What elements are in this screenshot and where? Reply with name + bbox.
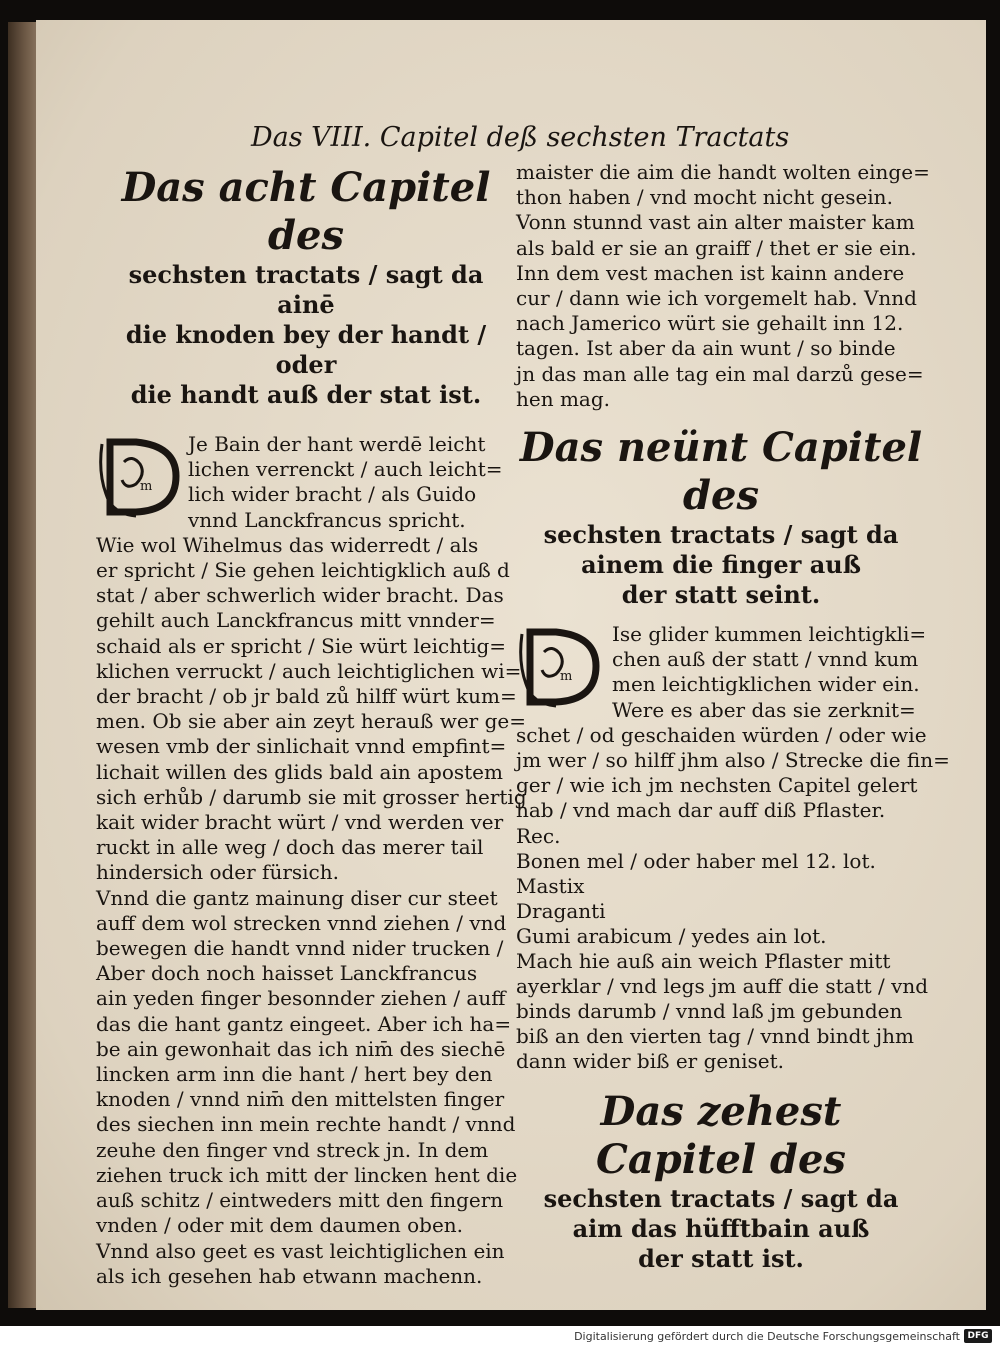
chapter-8-continuation: maister die aim die handt wolten einge= thon haben / vnd mocht nicht gesein. Vonn stunnd vast ain alter maister kam als bald er sie an graiff / thet er sie ein. Inn dem vest machen ist kainn andere cur / dann wie ich vorgemelt hab. Vnnd nach Jamerico würt sie gehailt inn 12. tagen. Ist aber da ain wunt / so binde jn das man alle tag ein mal darzů gese= hen mag. (516, 160, 930, 411)
chapter-10-heading (516, 1088, 926, 1274)
chapter-9-paragraph (516, 622, 950, 824)
chapter-9-subtitle-2: ainem die finger auß (581, 550, 861, 580)
chapter-9-title: Das neünt Capitel des (519, 424, 923, 520)
chapter-8-text-1: Je Bain der hant werdē leicht lichen verrenckt / auch leicht= lich wider bracht / als Guido vnnd Lanckfrancus spricht. Wie wol Wihelmus das widerredt / als er spricht / Sie gehen leichtigklich auß d stat / aber schwerlich wider bracht. Das gehilt auch Lanckfrancus mitt vnnder= schaid als er spricht / Sie würt leichtig= klichen verruckt / auch leichtiglichen wi= der bracht / ob jr bald zů hilff würt kum= men. Ob sie aber ain zeyt herauß wer ge= wesen vmb der sinlichait vnnd empfint= lichait willen des glids bald ain apostem sich erhůb / darumb sie mit grosser hertig kait wider bracht würt / vnd werden ver ruckt in alle weg / doch das merer tail hindersich oder fürsich. (96, 432, 527, 885)
dfg-logo-icon: DFG (964, 1329, 992, 1343)
chapter-8-subtitle-1: sechsten tractats / sagt da ainē (128, 260, 484, 319)
chapter-8-paragraph-2: Vnnd die gantz mainung diser cur steet auff dem wol strecken vnnd ziehen / vnd bewegen die handt vnnd nider trucken / Aber doch noch haisset Lanckfrancus ain yeden finger besonnder ziehen / auff das die hant gantz eingeet. Aber ich ha= be ain gewonhait das ich nim̄ des siechē lincken arm inn die hant / hert bey den knoden / vnnd nim̄ den mittelsten finger des siechen inn mein rechte handt / vnnd zeuhe den finger vnd streck jn. In dem ziehen truck ich mitt der lincken hent die auß schitz / eintweders mitt den fingern vnden / oder mit dem daumen oben. Vnnd also geet es vast leichtiglichen ein als ich gesehen hab etwann machenn. (96, 885, 518, 1288)
recipe-instruction: biß an den vierten tag / vnnd bindt jhm (516, 1023, 914, 1048)
chapter-9-text: Ise glider kummen leichtigkli= chen auß der statt / vnnd kum men leichtigklichen wider ein. Were es aber das sie zerknit= schet / od geschaiden würden / oder wie jm wer / so hilff jhm also / Strecke die fin= ger / wie ich jm nechsten Capitel gelert hab / vnd mach dar auff diß Pflaster. (516, 622, 950, 823)
recipe-instruction: Mach hie auß ain weich Pflaster mitt (516, 948, 891, 973)
svg-text:m: m (560, 669, 573, 685)
chapter-9-subtitle-3: der statt seint. (621, 580, 821, 610)
recipe-item: Bonen mel / oder haber mel 12. lot. (516, 848, 876, 873)
book-edge (8, 22, 38, 1308)
chapter-10-subtitle-1: sechsten tractats / sagt da (543, 1183, 899, 1213)
chapter-8-paragraph-1 (96, 432, 527, 886)
book-page (36, 20, 986, 1310)
chapter-9-subtitle-1: sechsten tractats / sagt da (543, 520, 899, 550)
chapter-10-subtitle-3: der statt ist. (638, 1243, 804, 1273)
recipe-item: Gumi arabicum / yedes ain lot. (516, 923, 827, 948)
recipe-item: Mastix (516, 873, 585, 898)
chapter-9-heading (516, 424, 926, 610)
recipe-instruction: binds darumb / vnnd laß jm gebunden (516, 998, 903, 1023)
chapter-8-heading (96, 164, 516, 410)
recipe-instruction: dann wider biß er geniset. (516, 1048, 784, 1073)
right-column (516, 160, 950, 1274)
svg-text:m: m (140, 479, 153, 494)
decorated-initial-d-icon (96, 432, 184, 520)
recipe-list (516, 823, 929, 1074)
recipe-item: Draganti (516, 898, 606, 923)
decorated-initial-d-icon (516, 622, 604, 710)
recipe-instruction: ayerklar / vnd legs jm auff die statt / vnd (516, 973, 929, 998)
running-head: Das VIII. Capitel deß sechsten Tractats (251, 122, 790, 153)
chapter-8-subtitle-2: die knoden bey der handt / oder (125, 320, 487, 379)
footer-bar (0, 1326, 1000, 1347)
chapter-10-subtitle-2: aim das hüfftbain auß (572, 1213, 870, 1243)
recipe-rec: Rec. (516, 823, 561, 848)
chapter-10-title: Das zehest Capitel des (596, 1087, 846, 1183)
chapter-8-subtitle-3: die handt auß der stat ist. (130, 380, 482, 409)
funding-notice: Digitalisierung gefördert durch die Deutsche Forschungsgemeinschaft (574, 1330, 960, 1343)
left-column (96, 160, 527, 1289)
chapter-8-title: Das acht Capitel des (121, 164, 491, 259)
